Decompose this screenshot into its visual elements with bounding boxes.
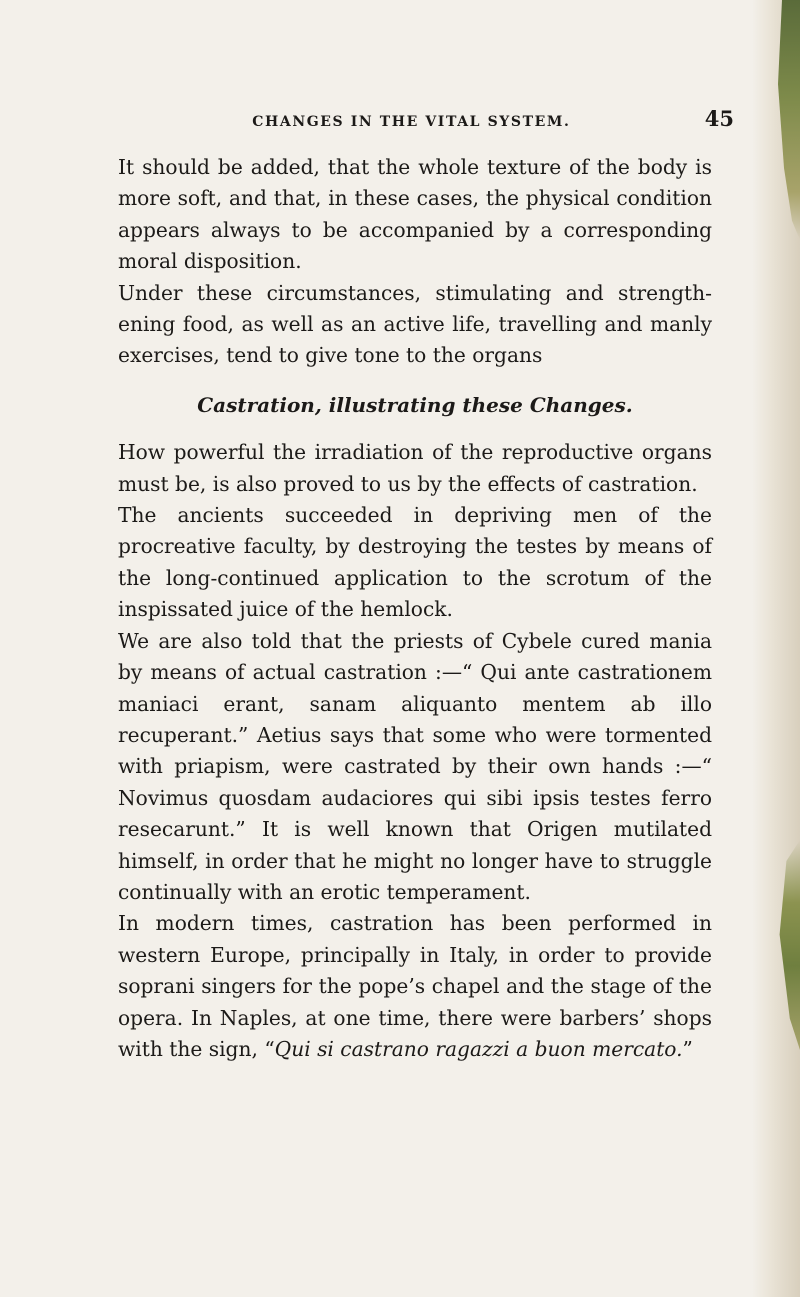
paragraph-2: Under these circumstances, stimulating and strengthening food, as well as an active life, travelling and manly exercises, tend to give tone to the organs [118, 280, 712, 368]
book-page [118, 106, 734, 1065]
section-heading: Castration, illustrating these Changes. [197, 392, 633, 417]
paragraph-3: How powerful the irradiation of the reproductive organs must be, is also proved to us by the effects of castration. [118, 440, 712, 496]
paragraph-6-close-quote: ” [682, 1036, 693, 1061]
running-head [118, 106, 734, 138]
paragraph-6 [118, 908, 712, 1065]
paragraph-5: We are also told that the priests of Cybele cured mania by means of actual castration :—“ Qui ante castrationem maniaci erant, sanam aliquanto mentem ab illo recuperant.” Aetius says that some who were tormented with priapism, were castrated by their own hands :—“ Novimus quosdam audaciores qui sibi ipsis testes ferro resecarunt.” It is well known that Origen mutilated himself, in order that he might no longer have to struggle continually with an erotic temperament. [118, 628, 712, 904]
body-text [118, 152, 712, 1065]
paragraph-6-italic-sign: Qui si castrano ragazzi a buon mercato. [274, 1036, 683, 1061]
running-head-title: CHANGES IN THE VITAL SYSTEM. [252, 114, 571, 130]
paragraph-6-text: In modern times, castration has been performed in western Europe, principally in Italy, in order to provide soprani singers for the pope’s chapel and the stage of the opera. In Naples, at one time, there were barbers’ shops with the sign, “ [118, 911, 712, 1061]
paragraph-1: It should be added, that the whole texture of the body is more soft, and that, in these cases, the physical condition appears always to be accompanied by a corresponding moral disposition. [118, 155, 712, 274]
page-number: 45 [704, 106, 734, 131]
paragraph-4: The ancients succeeded in depriving men of the procreative faculty, by destroying the testes by means of the long-continued application to the scrotum of the inspissated juice of the hemlock. [118, 503, 712, 622]
